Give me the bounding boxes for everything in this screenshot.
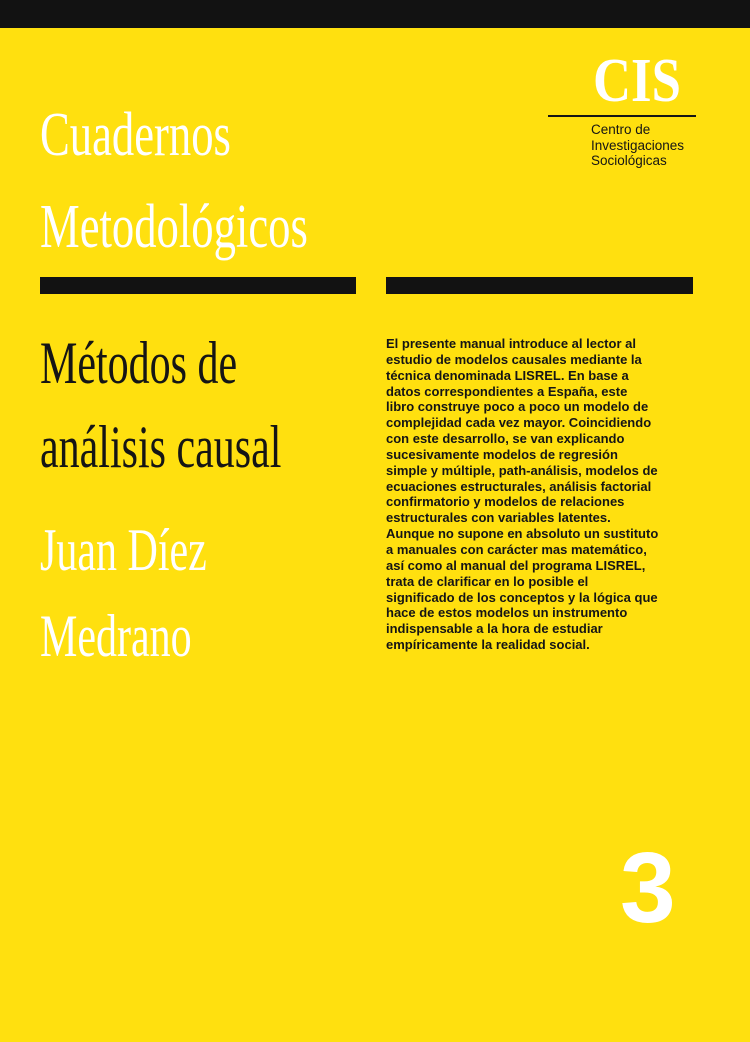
publisher-name-line: Investigaciones	[591, 137, 685, 153]
blurb-line: libro construye poco a poco un modelo de	[386, 399, 649, 415]
blurb-line: técnica denominada LISREL. En base a	[386, 367, 629, 383]
blurb-line: simple y múltiple, path-análisis, modelos de	[386, 462, 658, 478]
volume-number: 3	[620, 832, 676, 944]
series-title-line-1: Cuadernos	[40, 101, 231, 169]
blurb-line: significado de los conceptos y la lógica que	[386, 589, 658, 605]
book-title-line-2: análisis causal	[40, 414, 282, 480]
book-title-line-1: Métodos de	[40, 330, 238, 396]
blurb-line: sucesivamente modelos de regresión	[386, 446, 618, 462]
blurb-line: hace de estos modelos un instrumento	[386, 605, 628, 621]
blurb-line: indispensable a la hora de estudiar	[386, 621, 603, 637]
blurb-line: con este desarrollo, se van explicando	[386, 431, 625, 447]
blurb-line: complejidad cada vez mayor. Coincidiendo	[386, 415, 652, 431]
blurb-line: estudio de modelos causales mediante la	[386, 351, 642, 367]
publisher-rule	[548, 115, 696, 117]
blurb-line: confirmatorio y modelos de relaciones	[386, 494, 625, 510]
blurb-line: estructurales con variables latentes.	[386, 510, 611, 526]
publisher-name	[591, 122, 684, 169]
blurb-line: trata de clarificar en lo posible el	[386, 573, 589, 589]
blurb-line: Aunque no supone en absoluto un sustituto	[386, 526, 659, 542]
back-blurb	[386, 336, 711, 653]
publisher-name-line: Sociológicas	[591, 153, 667, 168]
series-title-line-2: Metodológicos	[40, 193, 308, 261]
blurb-line: El presente manual introduce al lector al	[386, 336, 636, 351]
blurb-line: datos correspondientes a España, este	[386, 383, 628, 399]
author-name-line-2: Medrano	[40, 603, 192, 669]
blurb-line: empíricamente la realidad social.	[386, 637, 590, 653]
divider-bar-right	[386, 277, 693, 294]
blurb-line: ecuaciones estructurales, análisis factorial	[386, 478, 652, 494]
blurb-line: así como al manual del programa LISREL,	[386, 557, 646, 573]
publisher-logo: CIS	[593, 47, 681, 115]
blurb-line: a manuales con carácter mas matemático,	[386, 541, 647, 557]
publisher-name-line: Centro de	[591, 122, 651, 137]
divider-bar-left	[40, 277, 356, 294]
author-name-line-1: Juan Díez	[40, 517, 207, 583]
top-dark-band	[0, 0, 750, 28]
